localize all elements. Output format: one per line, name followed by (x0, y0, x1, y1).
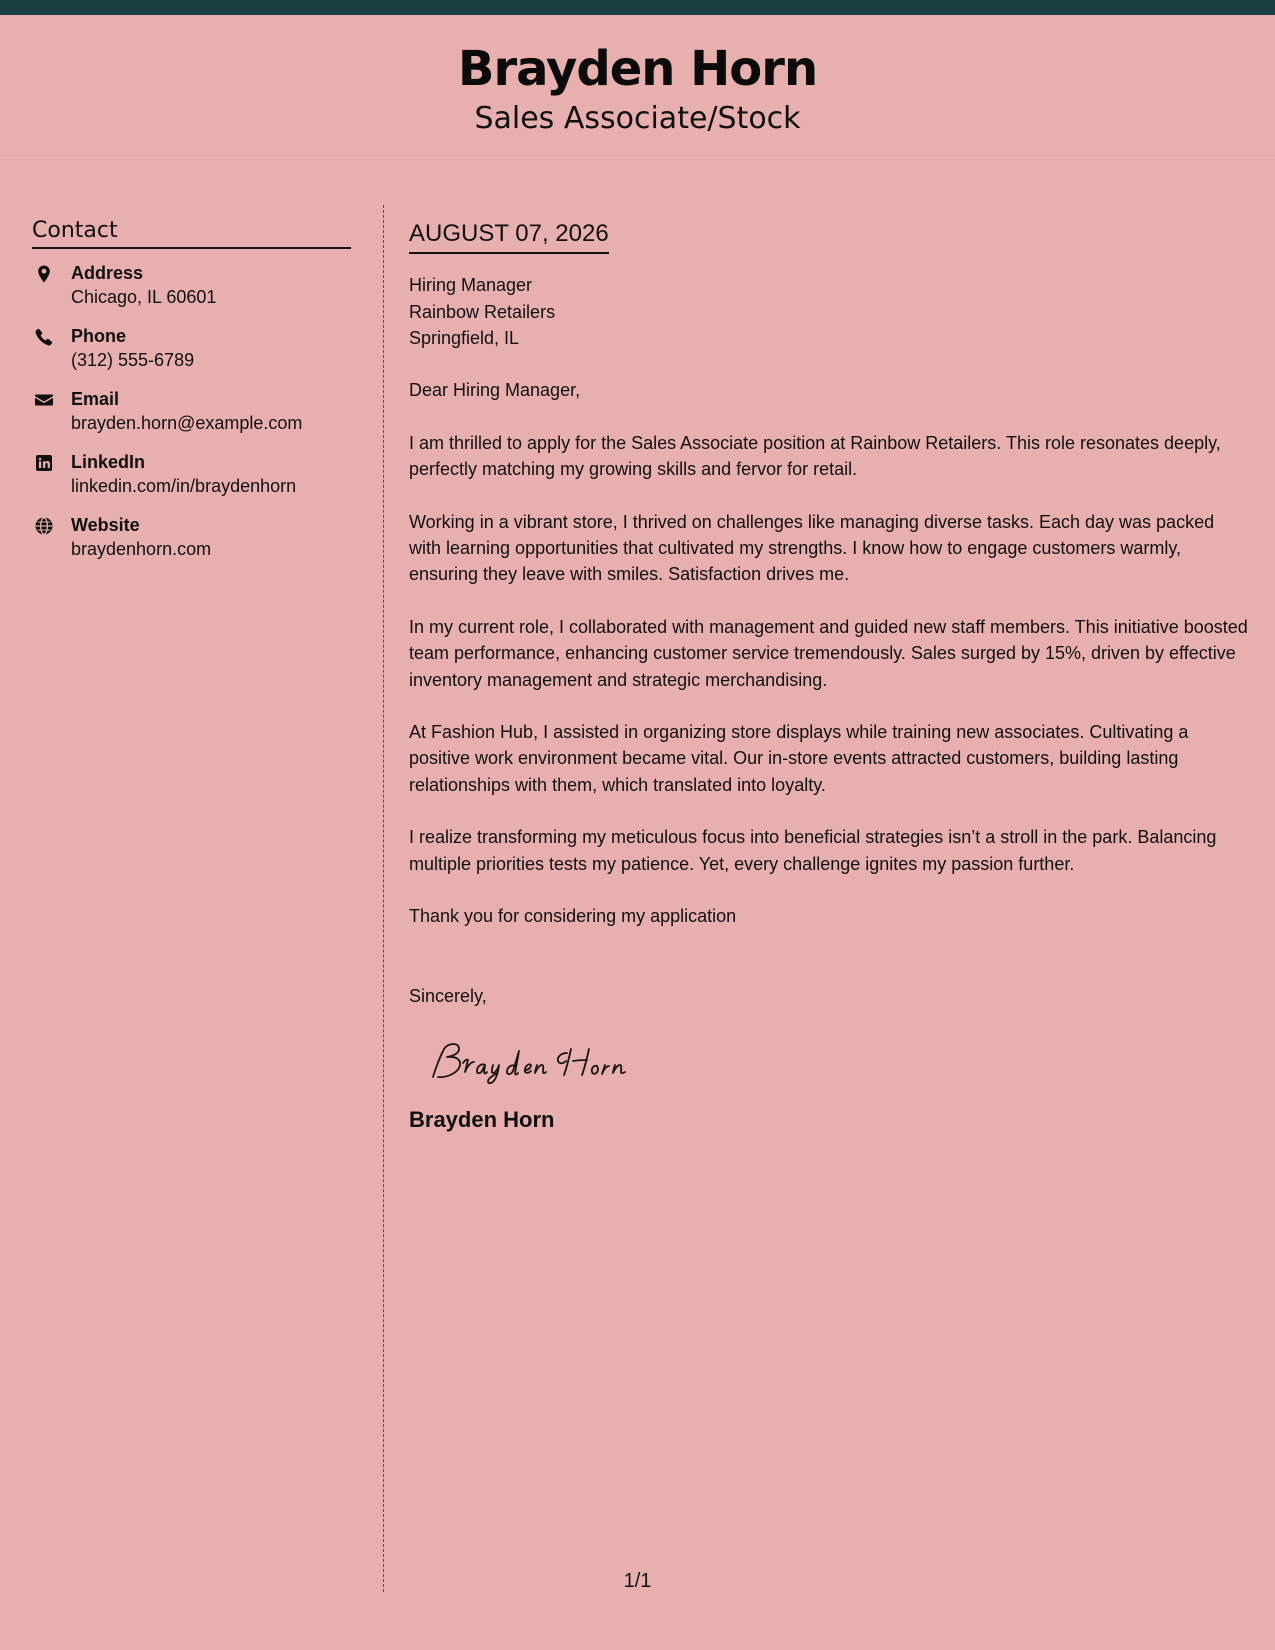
recipient-line: Hiring Manager (409, 275, 533, 296)
contact-label: Phone (71, 326, 127, 346)
contact-sidebar (32, 218, 351, 576)
email-value: brayden.horn@example.com (71, 413, 303, 433)
contact-item-phone (32, 324, 351, 387)
contact-label: LinkedIn (71, 452, 146, 472)
body-paragraph: At Fashion Hub, I assisted in organizing store displays while training new associates. Cultivating a positive work environment became vital. Our in-store events attracted customers, building lasting relationships with them, which translated into loyalty. (409, 722, 1189, 795)
contact-item-website (32, 513, 351, 576)
letter-date: AUGUST 07, 2026 (409, 218, 609, 254)
contact-item-email (32, 387, 351, 450)
body-paragraph: I realize transforming my meticulous focus into beneficial strategies isn’t a stroll in the park. Balancing multiple priorities tests my patience. Yet, every challenge ignites my passion further. (409, 827, 1217, 874)
body-paragraph: Working in a vibrant store, I thrived on challenges like managing diverse tasks. Each day was packed with learning opportunities that cultivated my strengths. I know how to engage customers warmly, ensuring they leave with smiles. Satisfaction drives me. (409, 511, 1215, 585)
signer-name: Brayden Horn (409, 1106, 555, 1132)
page-number: 1/1 (623, 1570, 652, 1592)
phone-value: (312) 555-6789 (71, 350, 195, 370)
recipient-block (409, 272, 1249, 351)
contact-label: Email (71, 389, 120, 409)
globe-icon (34, 516, 54, 536)
phone-icon (34, 327, 54, 347)
body-paragraph: Thank you for considering my application (409, 906, 737, 927)
contact-label: Website (71, 515, 140, 535)
linkedin-icon (34, 453, 54, 473)
envelope-icon (34, 390, 54, 410)
address-value: Chicago, IL 60601 (71, 287, 217, 307)
header (0, 15, 1275, 156)
website-value: braydenhorn.com (71, 539, 212, 559)
contact-item-linkedin (32, 450, 351, 513)
letter-body (409, 218, 1249, 1133)
contact-item-address (32, 261, 351, 324)
salutation: Dear Hiring Manager, (409, 380, 581, 401)
linkedin-value: linkedin.com/in/braydenhorn (71, 476, 297, 496)
column-divider (383, 205, 384, 1592)
contact-heading: Contact (32, 218, 351, 249)
contact-label: Address (71, 263, 144, 283)
closing: Sincerely, (409, 985, 487, 1006)
recipient-line: Rainbow Retailers (409, 301, 556, 322)
body-paragraph: I am thrilled to apply for the Sales Associate position at Rainbow Retailers. This role resonates deeply, perfectly matching my growing skills and fervor for retail. (409, 432, 1221, 480)
candidate-name: Brayden Horn (457, 41, 818, 97)
handwritten-signature (427, 1039, 1249, 1085)
top-accent-bar (0, 0, 1275, 15)
recipient-line: Springfield, IL (409, 328, 520, 348)
map-pin-icon (34, 264, 54, 284)
body-paragraph: In my current role, I collaborated with management and guided new staff members. This initiative boosted team performance, enhancing customer service tremendously. Sales surged by 15%, driven by effective inventory management and strategic merchandising. (409, 616, 1248, 690)
job-title: Sales Associate/Stock (474, 101, 801, 136)
